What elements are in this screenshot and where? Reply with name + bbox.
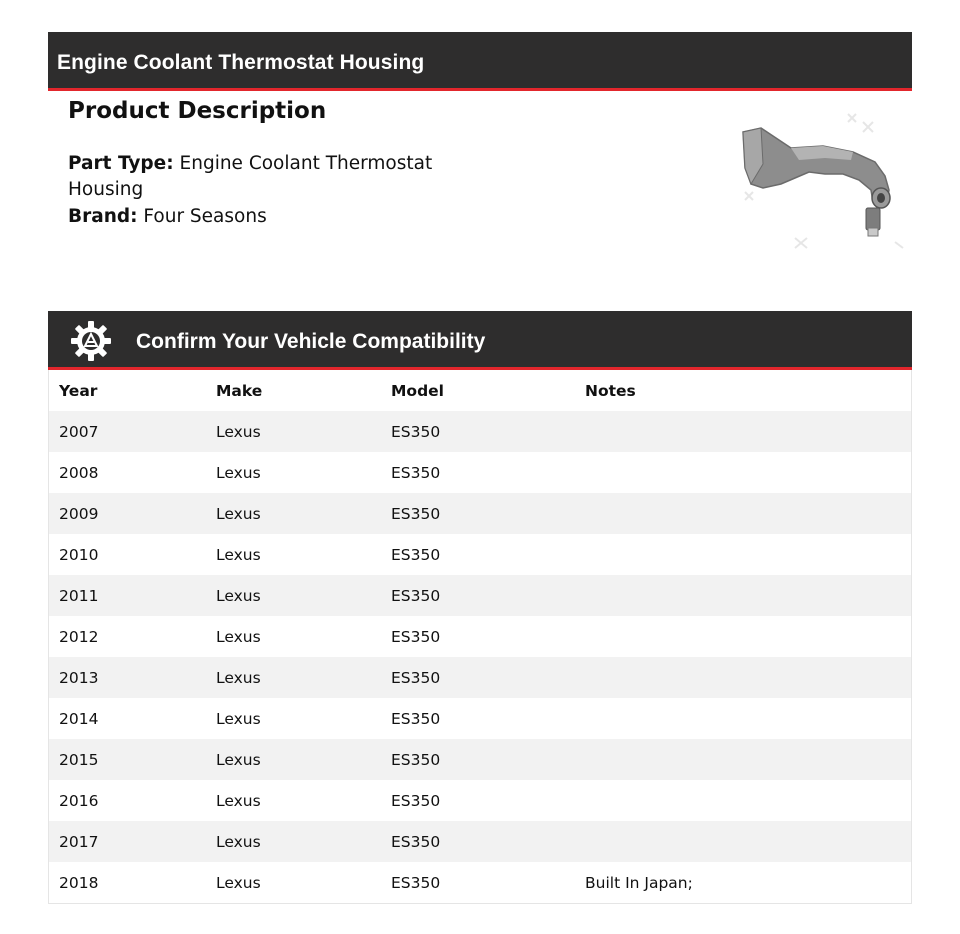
table-row — [49, 862, 911, 903]
cell-model: ES350 — [391, 423, 441, 441]
compatibility-banner — [48, 311, 912, 370]
cell-make: Lexus — [216, 792, 261, 810]
cell-year: 2009 — [59, 505, 99, 523]
table-row — [49, 452, 911, 493]
cell-model: ES350 — [391, 874, 441, 892]
table-row — [49, 575, 911, 616]
table-row — [49, 411, 911, 452]
product-title: Engine Coolant Thermostat Housing — [57, 51, 425, 74]
cell-year: 2012 — [59, 628, 99, 646]
cell-model: ES350 — [391, 669, 441, 687]
table-row — [49, 698, 911, 739]
brand-line — [68, 204, 448, 230]
column-header-year: Year — [59, 382, 98, 400]
column-header-make: Make — [216, 382, 263, 400]
cell-model: ES350 — [391, 628, 441, 646]
cell-make: Lexus — [216, 833, 261, 851]
table-row — [49, 534, 911, 575]
cell-make: Lexus — [216, 464, 261, 482]
part-type-value: Engine Coolant Thermostat Housing — [68, 153, 433, 200]
cell-model: ES350 — [391, 751, 441, 769]
cell-year: 2015 — [59, 751, 99, 769]
cell-make: Lexus — [216, 669, 261, 687]
cell-year: 2008 — [59, 464, 99, 482]
cell-year: 2007 — [59, 423, 99, 441]
cell-make: Lexus — [216, 423, 261, 441]
table-row — [49, 493, 911, 534]
column-header-notes: Notes — [585, 382, 636, 400]
table-row — [49, 780, 911, 821]
table-row — [49, 657, 911, 698]
cell-model: ES350 — [391, 710, 441, 728]
cell-model: ES350 — [391, 587, 441, 605]
part-type-label: Part Type: — [68, 153, 174, 174]
cell-year: 2014 — [59, 710, 99, 728]
table-header-row — [49, 370, 911, 411]
cell-make: Lexus — [216, 628, 261, 646]
cell-make: Lexus — [216, 587, 261, 605]
cell-year: 2018 — [59, 874, 99, 892]
cell-model: ES350 — [391, 546, 441, 564]
compatibility-title: Confirm Your Vehicle Compatibility — [136, 330, 486, 353]
table-row — [49, 616, 911, 657]
part-type-line — [68, 151, 448, 203]
cell-model: ES350 — [391, 833, 441, 851]
cell-model: ES350 — [391, 464, 441, 482]
column-header-model: Model — [391, 382, 444, 400]
brand-value: Four Seasons — [143, 206, 267, 227]
thermostat-housing-icon — [733, 102, 913, 258]
gear-icon — [70, 320, 112, 362]
cell-year: 2017 — [59, 833, 99, 851]
cell-make: Lexus — [216, 874, 261, 892]
cell-make: Lexus — [216, 710, 261, 728]
table-row — [49, 739, 911, 780]
cell-model: ES350 — [391, 792, 441, 810]
cell-year: 2011 — [59, 587, 99, 605]
cell-year: 2010 — [59, 546, 99, 564]
cell-make: Lexus — [216, 751, 261, 769]
cell-year: 2013 — [59, 669, 99, 687]
table-row — [49, 821, 911, 862]
cell-notes: Built In Japan; — [585, 874, 693, 892]
cell-make: Lexus — [216, 505, 261, 523]
cell-make: Lexus — [216, 546, 261, 564]
brand-label: Brand: — [68, 206, 138, 227]
cell-model: ES350 — [391, 505, 441, 523]
product-title-banner — [48, 32, 912, 91]
compatibility-table — [48, 370, 912, 904]
description-heading: Product Description — [68, 98, 327, 124]
cell-year: 2016 — [59, 792, 99, 810]
